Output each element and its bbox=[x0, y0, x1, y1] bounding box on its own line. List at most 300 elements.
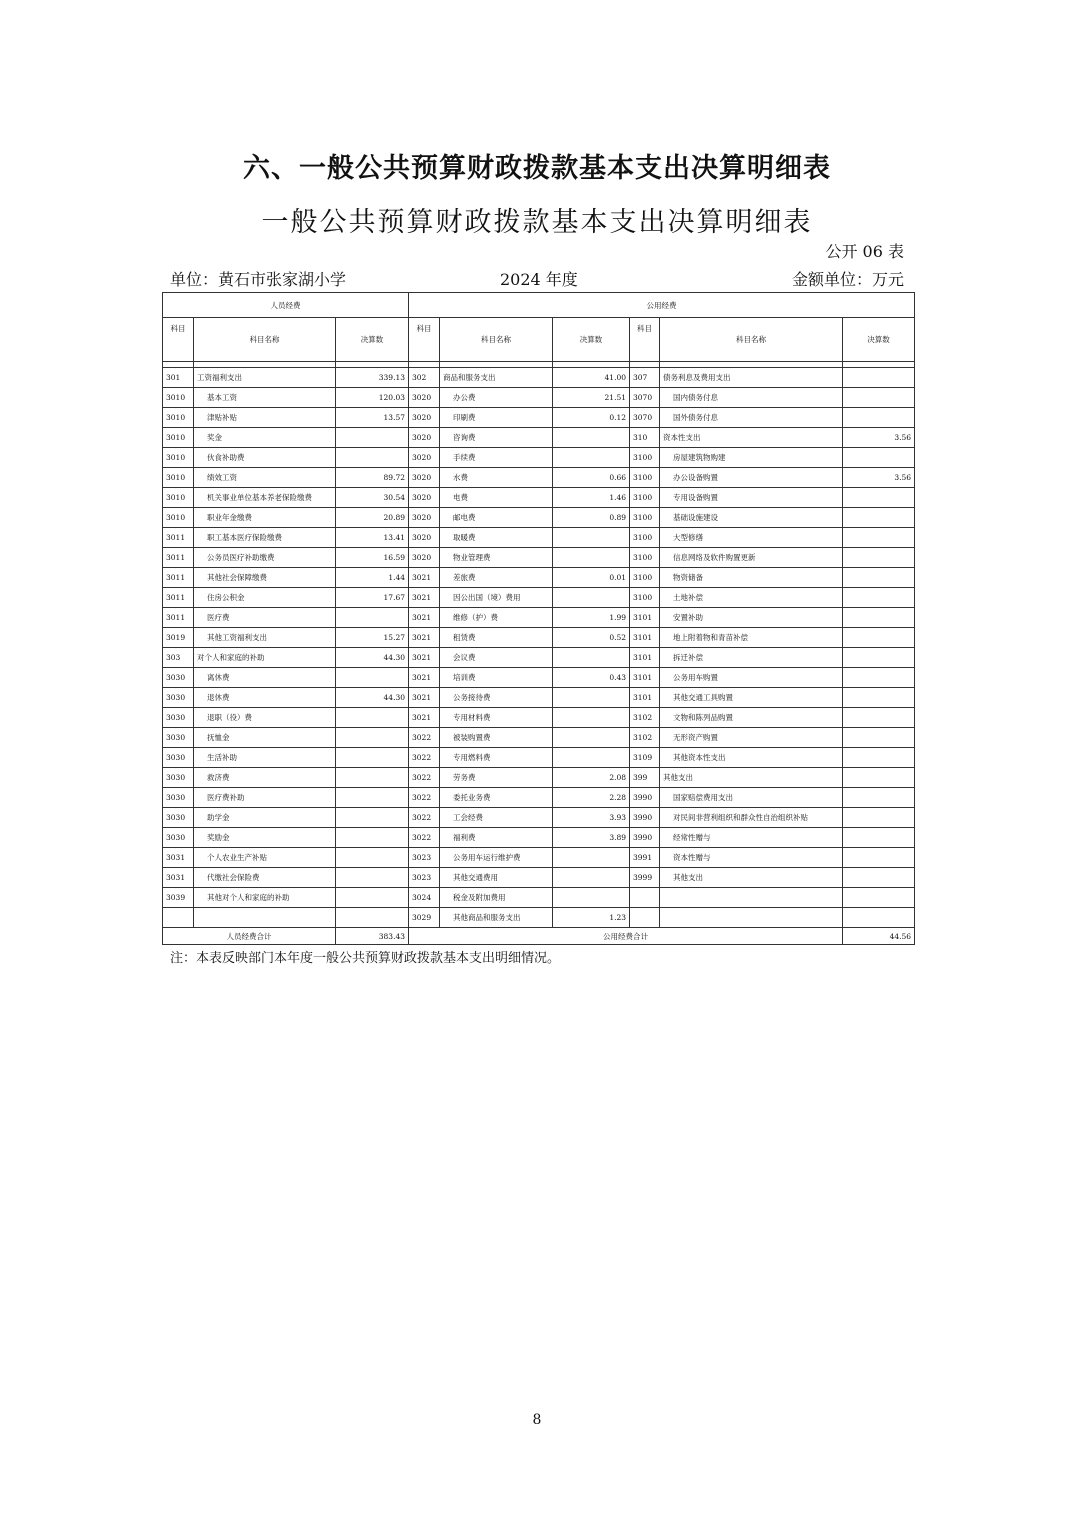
name-cell: 绩效工资 bbox=[194, 468, 336, 488]
name-cell: 其他资本性支出 bbox=[660, 748, 843, 768]
amount-cell bbox=[336, 708, 409, 728]
money-unit-label: 金额单位：万元 bbox=[791, 270, 904, 289]
name-cell: 其他交通工具购置 bbox=[660, 688, 843, 708]
name-cell: 国家赔偿费用支出 bbox=[660, 788, 843, 808]
code-cell: 3010 bbox=[163, 408, 194, 428]
amount-cell bbox=[843, 628, 915, 648]
amount-cell bbox=[843, 708, 915, 728]
code-cell: 3020 bbox=[409, 468, 440, 488]
name-cell: 手续费 bbox=[440, 448, 553, 468]
code-cell: 3010 bbox=[163, 468, 194, 488]
name-cell: 医疗费补助 bbox=[194, 788, 336, 808]
code-cell: 3990 bbox=[630, 828, 660, 848]
amount-cell: 30.54 bbox=[336, 488, 409, 508]
table-row bbox=[163, 768, 915, 788]
amount-cell: 0.52 bbox=[553, 628, 630, 648]
code-cell: 3024 bbox=[409, 888, 440, 908]
code-cell: 3101 bbox=[630, 628, 660, 648]
name-cell: 其他工资福利支出 bbox=[194, 628, 336, 648]
code-cell: 310 bbox=[630, 428, 660, 448]
name-cell: 物资储备 bbox=[660, 568, 843, 588]
group-personnel: 人员经费 bbox=[163, 293, 409, 318]
code-cell: 3021 bbox=[409, 628, 440, 648]
code-cell: 3030 bbox=[163, 828, 194, 848]
name-cell: 职工基本医疗保险缴费 bbox=[194, 528, 336, 548]
name-cell: 公务员医疗补助缴费 bbox=[194, 548, 336, 568]
name-cell: 医疗费 bbox=[194, 608, 336, 628]
amount-cell bbox=[336, 668, 409, 688]
table-row bbox=[163, 628, 915, 648]
name-cell: 其他对个人和家庭的补助 bbox=[194, 888, 336, 908]
year-label: 2024 年度 bbox=[500, 270, 578, 289]
name-cell: 文物和陈列品购置 bbox=[660, 708, 843, 728]
name-cell: 工资福利支出 bbox=[194, 368, 336, 388]
amount-cell: 44.30 bbox=[336, 688, 409, 708]
name-cell: 大型修缮 bbox=[660, 528, 843, 548]
table-row bbox=[163, 868, 915, 888]
name-cell: 公务用车购置 bbox=[660, 668, 843, 688]
name-cell: 专用材料费 bbox=[440, 708, 553, 728]
code-cell: 3100 bbox=[630, 508, 660, 528]
personnel-total-label: 人员经费合计 bbox=[163, 928, 336, 945]
amount-cell bbox=[336, 888, 409, 908]
amount-cell bbox=[843, 908, 915, 928]
code-cell: 3022 bbox=[409, 728, 440, 748]
code-cell: 3991 bbox=[630, 848, 660, 868]
code-cell: 3010 bbox=[163, 508, 194, 528]
amount-cell bbox=[843, 848, 915, 868]
table-row bbox=[163, 388, 915, 408]
name-cell: 拆迁补偿 bbox=[660, 648, 843, 668]
name-cell: 水费 bbox=[440, 468, 553, 488]
table-row bbox=[163, 528, 915, 548]
code-cell: 3039 bbox=[163, 888, 194, 908]
amount-cell: 339.13 bbox=[336, 368, 409, 388]
name-cell: 生活补助 bbox=[194, 748, 336, 768]
name-cell: 退休费 bbox=[194, 688, 336, 708]
amount-cell bbox=[843, 568, 915, 588]
name-cell: 取暖费 bbox=[440, 528, 553, 548]
name-cell: 基本工资 bbox=[194, 388, 336, 408]
name-cell: 退职（役）费 bbox=[194, 708, 336, 728]
amount-cell bbox=[843, 768, 915, 788]
name-cell: 其他交通费用 bbox=[440, 868, 553, 888]
amount-cell: 17.67 bbox=[336, 588, 409, 608]
page-title: 六、一般公共预算财政拨款基本支出决算明细表 bbox=[243, 153, 831, 184]
name-cell: 津贴补贴 bbox=[194, 408, 336, 428]
table-row bbox=[163, 588, 915, 608]
amount-cell bbox=[336, 428, 409, 448]
name-cell: 对个人和家庭的补助 bbox=[194, 648, 336, 668]
amount-cell bbox=[553, 528, 630, 548]
code-cell: 3020 bbox=[409, 408, 440, 428]
name-cell: 代缴社会保险费 bbox=[194, 868, 336, 888]
name-cell: 救济费 bbox=[194, 768, 336, 788]
table-row bbox=[163, 508, 915, 528]
amount-cell: 1.46 bbox=[553, 488, 630, 508]
page-number: 8 bbox=[532, 1412, 542, 1428]
name-cell: 其他支出 bbox=[660, 868, 843, 888]
name-cell: 经常性赠与 bbox=[660, 828, 843, 848]
amount-cell: 2.28 bbox=[553, 788, 630, 808]
amount-cell bbox=[843, 828, 915, 848]
code-cell: 3021 bbox=[409, 608, 440, 628]
total-row bbox=[163, 928, 915, 945]
column-header-row bbox=[163, 318, 915, 362]
code-cell: 3102 bbox=[630, 728, 660, 748]
code-cell: 3021 bbox=[409, 708, 440, 728]
code-cell: 3029 bbox=[409, 908, 440, 928]
amount-cell bbox=[843, 728, 915, 748]
code-cell: 3990 bbox=[630, 808, 660, 828]
code-cell: 3999 bbox=[630, 868, 660, 888]
amount-cell bbox=[336, 608, 409, 628]
amount-cell bbox=[336, 748, 409, 768]
public-total-label: 公用经费合计 bbox=[409, 928, 843, 945]
table-row bbox=[163, 368, 915, 388]
code-cell: 3101 bbox=[630, 688, 660, 708]
code-cell: 3020 bbox=[409, 388, 440, 408]
name-cell: 奖金 bbox=[194, 428, 336, 448]
name-cell: 无形资产购置 bbox=[660, 728, 843, 748]
table-row bbox=[163, 908, 915, 928]
amount-cell bbox=[553, 708, 630, 728]
name-cell: 培训费 bbox=[440, 668, 553, 688]
amount-cell bbox=[843, 868, 915, 888]
name-cell: 专用设备购置 bbox=[660, 488, 843, 508]
amount-cell bbox=[553, 748, 630, 768]
code-cell: 3020 bbox=[409, 508, 440, 528]
code-cell: 3100 bbox=[630, 568, 660, 588]
amount-cell bbox=[843, 808, 915, 828]
code-cell: 3010 bbox=[163, 388, 194, 408]
header-name: 科目名称 bbox=[194, 318, 336, 362]
amount-cell bbox=[843, 548, 915, 568]
table-row bbox=[163, 548, 915, 568]
code-cell: 3023 bbox=[409, 848, 440, 868]
table-row bbox=[163, 708, 915, 728]
name-cell: 商品和服务支出 bbox=[440, 368, 553, 388]
table-row bbox=[163, 728, 915, 748]
group-public: 公用经费 bbox=[409, 293, 915, 318]
amount-cell bbox=[553, 688, 630, 708]
code-cell: 3990 bbox=[630, 788, 660, 808]
header-code: 科目 bbox=[409, 318, 440, 362]
table-row bbox=[163, 428, 915, 448]
amount-cell: 44.30 bbox=[336, 648, 409, 668]
table-row bbox=[163, 488, 915, 508]
name-cell: 住房公积金 bbox=[194, 588, 336, 608]
code-cell: 3011 bbox=[163, 588, 194, 608]
name-cell: 地上附着物和青苗补偿 bbox=[660, 628, 843, 648]
amount-cell: 16.59 bbox=[336, 548, 409, 568]
footnote: 注：本表反映部门本年度一般公共预算财政拨款基本支出明细情况。 bbox=[170, 951, 561, 966]
code-cell: 3030 bbox=[163, 668, 194, 688]
name-cell: 资本性赠与 bbox=[660, 848, 843, 868]
amount-cell bbox=[843, 668, 915, 688]
table-row bbox=[163, 408, 915, 428]
amount-cell bbox=[843, 368, 915, 388]
header-amount: 决算数 bbox=[336, 318, 409, 362]
code-cell: 3100 bbox=[630, 488, 660, 508]
name-cell: 邮电费 bbox=[440, 508, 553, 528]
amount-cell bbox=[843, 488, 915, 508]
amount-cell bbox=[336, 828, 409, 848]
amount-cell: 0.89 bbox=[553, 508, 630, 528]
code-cell: 3021 bbox=[409, 668, 440, 688]
table-row bbox=[163, 608, 915, 628]
code-cell: 3021 bbox=[409, 688, 440, 708]
name-cell: 其他支出 bbox=[660, 768, 843, 788]
name-cell: 国内债务付息 bbox=[660, 388, 843, 408]
amount-cell: 3.89 bbox=[553, 828, 630, 848]
amount-cell: 3.56 bbox=[843, 428, 915, 448]
code-cell: 3011 bbox=[163, 608, 194, 628]
expenditure-table bbox=[162, 292, 915, 945]
code-cell: 3031 bbox=[163, 868, 194, 888]
amount-cell bbox=[843, 888, 915, 908]
amount-cell bbox=[843, 648, 915, 668]
code-cell: 3010 bbox=[163, 428, 194, 448]
name-cell: 伙食补助费 bbox=[194, 448, 336, 468]
name-cell: 咨询费 bbox=[440, 428, 553, 448]
code-cell: 303 bbox=[163, 648, 194, 668]
code-cell: 3100 bbox=[630, 468, 660, 488]
amount-cell bbox=[553, 848, 630, 868]
table-row bbox=[163, 888, 915, 908]
amount-cell bbox=[553, 888, 630, 908]
code-cell bbox=[630, 908, 660, 928]
name-cell: 税金及附加费用 bbox=[440, 888, 553, 908]
amount-cell: 0.43 bbox=[553, 668, 630, 688]
name-cell: 基础设施建设 bbox=[660, 508, 843, 528]
name-cell: 差旅费 bbox=[440, 568, 553, 588]
code-cell: 3030 bbox=[163, 728, 194, 748]
amount-cell bbox=[553, 648, 630, 668]
code-cell: 3070 bbox=[630, 388, 660, 408]
amount-cell bbox=[843, 788, 915, 808]
code-cell: 307 bbox=[630, 368, 660, 388]
table-row bbox=[163, 448, 915, 468]
name-cell: 印刷费 bbox=[440, 408, 553, 428]
amount-cell bbox=[843, 748, 915, 768]
code-cell: 3030 bbox=[163, 788, 194, 808]
code-cell: 3101 bbox=[630, 648, 660, 668]
table-row bbox=[163, 828, 915, 848]
name-cell: 其他社会保障缴费 bbox=[194, 568, 336, 588]
name-cell: 维修（护）费 bbox=[440, 608, 553, 628]
amount-cell bbox=[553, 588, 630, 608]
table-row bbox=[163, 848, 915, 868]
code-cell: 3030 bbox=[163, 768, 194, 788]
code-cell: 3021 bbox=[409, 588, 440, 608]
header-code: 科目 bbox=[630, 318, 660, 362]
name-cell: 物业管理费 bbox=[440, 548, 553, 568]
amount-cell bbox=[336, 728, 409, 748]
code-cell: 3100 bbox=[630, 588, 660, 608]
name-cell: 信息网络及软件购置更新 bbox=[660, 548, 843, 568]
amount-cell: 2.08 bbox=[553, 768, 630, 788]
amount-cell bbox=[336, 768, 409, 788]
code-cell: 3020 bbox=[409, 548, 440, 568]
amount-cell: 0.66 bbox=[553, 468, 630, 488]
code-cell: 3031 bbox=[163, 848, 194, 868]
code-cell: 3030 bbox=[163, 808, 194, 828]
name-cell: 房屋建筑物购建 bbox=[660, 448, 843, 468]
amount-cell: 3.93 bbox=[553, 808, 630, 828]
name-cell: 资本性支出 bbox=[660, 428, 843, 448]
table-row bbox=[163, 748, 915, 768]
group-header-row bbox=[163, 293, 915, 318]
code-cell: 3010 bbox=[163, 488, 194, 508]
table-row bbox=[163, 568, 915, 588]
name-cell: 工会经费 bbox=[440, 808, 553, 828]
code-cell: 3070 bbox=[630, 408, 660, 428]
name-cell: 离休费 bbox=[194, 668, 336, 688]
name-cell: 委托业务费 bbox=[440, 788, 553, 808]
name-cell: 国外债务付息 bbox=[660, 408, 843, 428]
name-cell: 职业年金缴费 bbox=[194, 508, 336, 528]
code-cell: 3101 bbox=[630, 668, 660, 688]
name-cell: 机关事业单位基本养老保险缴费 bbox=[194, 488, 336, 508]
name-cell: 债务利息及费用支出 bbox=[660, 368, 843, 388]
code-cell: 301 bbox=[163, 368, 194, 388]
amount-cell bbox=[843, 388, 915, 408]
code-cell: 3020 bbox=[409, 528, 440, 548]
name-cell: 劳务费 bbox=[440, 768, 553, 788]
amount-cell: 13.41 bbox=[336, 528, 409, 548]
amount-cell bbox=[553, 428, 630, 448]
amount-cell: 3.56 bbox=[843, 468, 915, 488]
code-cell: 3021 bbox=[409, 648, 440, 668]
personnel-total-value: 383.43 bbox=[336, 928, 409, 945]
table-title: 一般公共预算财政拨款基本支出决算明细表 bbox=[261, 207, 813, 238]
name-cell bbox=[660, 888, 843, 908]
code-cell: 3020 bbox=[409, 448, 440, 468]
amount-cell: 0.12 bbox=[553, 408, 630, 428]
name-cell: 个人农业生产补贴 bbox=[194, 848, 336, 868]
code-cell bbox=[630, 888, 660, 908]
amount-cell bbox=[553, 868, 630, 888]
amount-cell: 1.44 bbox=[336, 568, 409, 588]
header-amount: 决算数 bbox=[843, 318, 915, 362]
code-cell: 3010 bbox=[163, 448, 194, 468]
name-cell: 福利费 bbox=[440, 828, 553, 848]
name-cell: 对民间非营利组织和群众性自治组织补贴 bbox=[660, 808, 843, 828]
code-cell: 3109 bbox=[630, 748, 660, 768]
table-row bbox=[163, 468, 915, 488]
amount-cell bbox=[843, 408, 915, 428]
amount-cell bbox=[843, 688, 915, 708]
code-cell: 3022 bbox=[409, 768, 440, 788]
name-cell: 抚恤金 bbox=[194, 728, 336, 748]
name-cell: 会议费 bbox=[440, 648, 553, 668]
table-row bbox=[163, 688, 915, 708]
code-cell: 302 bbox=[409, 368, 440, 388]
amount-cell bbox=[843, 608, 915, 628]
amount-cell bbox=[336, 788, 409, 808]
amount-cell bbox=[843, 528, 915, 548]
amount-cell: 0.01 bbox=[553, 568, 630, 588]
amount-cell: 1.99 bbox=[553, 608, 630, 628]
code-cell: 3011 bbox=[163, 528, 194, 548]
header-name: 科目名称 bbox=[440, 318, 553, 362]
code-cell bbox=[163, 908, 194, 928]
name-cell: 办公费 bbox=[440, 388, 553, 408]
name-cell: 安置补助 bbox=[660, 608, 843, 628]
name-cell: 奖励金 bbox=[194, 828, 336, 848]
code-cell: 3021 bbox=[409, 568, 440, 588]
code-cell: 3019 bbox=[163, 628, 194, 648]
code-cell: 3011 bbox=[163, 548, 194, 568]
code-cell: 3022 bbox=[409, 808, 440, 828]
table-row bbox=[163, 788, 915, 808]
amount-cell: 89.72 bbox=[336, 468, 409, 488]
code-cell: 3011 bbox=[163, 568, 194, 588]
amount-cell bbox=[336, 868, 409, 888]
table-row bbox=[163, 808, 915, 828]
name-cell bbox=[194, 908, 336, 928]
amount-cell bbox=[336, 908, 409, 928]
code-cell: 3022 bbox=[409, 748, 440, 768]
name-cell: 电费 bbox=[440, 488, 553, 508]
header-amount: 决算数 bbox=[553, 318, 630, 362]
amount-cell bbox=[843, 508, 915, 528]
public-total-value: 44.56 bbox=[843, 928, 915, 945]
name-cell: 办公设备购置 bbox=[660, 468, 843, 488]
code-cell: 3022 bbox=[409, 788, 440, 808]
name-cell: 助学金 bbox=[194, 808, 336, 828]
amount-cell bbox=[553, 548, 630, 568]
code-cell: 3101 bbox=[630, 608, 660, 628]
amount-cell: 120.03 bbox=[336, 388, 409, 408]
code-cell: 3102 bbox=[630, 708, 660, 728]
table-row bbox=[163, 648, 915, 668]
amount-cell bbox=[843, 448, 915, 468]
unit-label: 单位：黄石市张家湖小学 bbox=[170, 270, 347, 289]
name-cell: 被装购置费 bbox=[440, 728, 553, 748]
code-cell: 3022 bbox=[409, 828, 440, 848]
name-cell: 因公出国（境）费用 bbox=[440, 588, 553, 608]
name-cell bbox=[660, 908, 843, 928]
header-code: 科目 bbox=[163, 318, 194, 362]
code-cell: 3100 bbox=[630, 528, 660, 548]
amount-cell bbox=[553, 448, 630, 468]
code-cell: 3020 bbox=[409, 488, 440, 508]
amount-cell: 41.00 bbox=[553, 368, 630, 388]
header-name: 科目名称 bbox=[660, 318, 843, 362]
amount-cell bbox=[553, 728, 630, 748]
code-cell: 3100 bbox=[630, 548, 660, 568]
code-cell: 3023 bbox=[409, 868, 440, 888]
amount-cell: 21.51 bbox=[553, 388, 630, 408]
amount-cell: 15.27 bbox=[336, 628, 409, 648]
amount-cell bbox=[336, 448, 409, 468]
name-cell: 专用燃料费 bbox=[440, 748, 553, 768]
amount-cell bbox=[336, 848, 409, 868]
table-code: 公开 06 表 bbox=[825, 242, 904, 261]
code-cell: 3100 bbox=[630, 448, 660, 468]
table-row bbox=[163, 668, 915, 688]
amount-cell: 13.57 bbox=[336, 408, 409, 428]
code-cell: 3030 bbox=[163, 688, 194, 708]
code-cell: 3030 bbox=[163, 748, 194, 768]
name-cell: 其他商品和服务支出 bbox=[440, 908, 553, 928]
amount-cell: 1.23 bbox=[553, 908, 630, 928]
name-cell: 租赁费 bbox=[440, 628, 553, 648]
code-cell: 3030 bbox=[163, 708, 194, 728]
amount-cell: 20.89 bbox=[336, 508, 409, 528]
